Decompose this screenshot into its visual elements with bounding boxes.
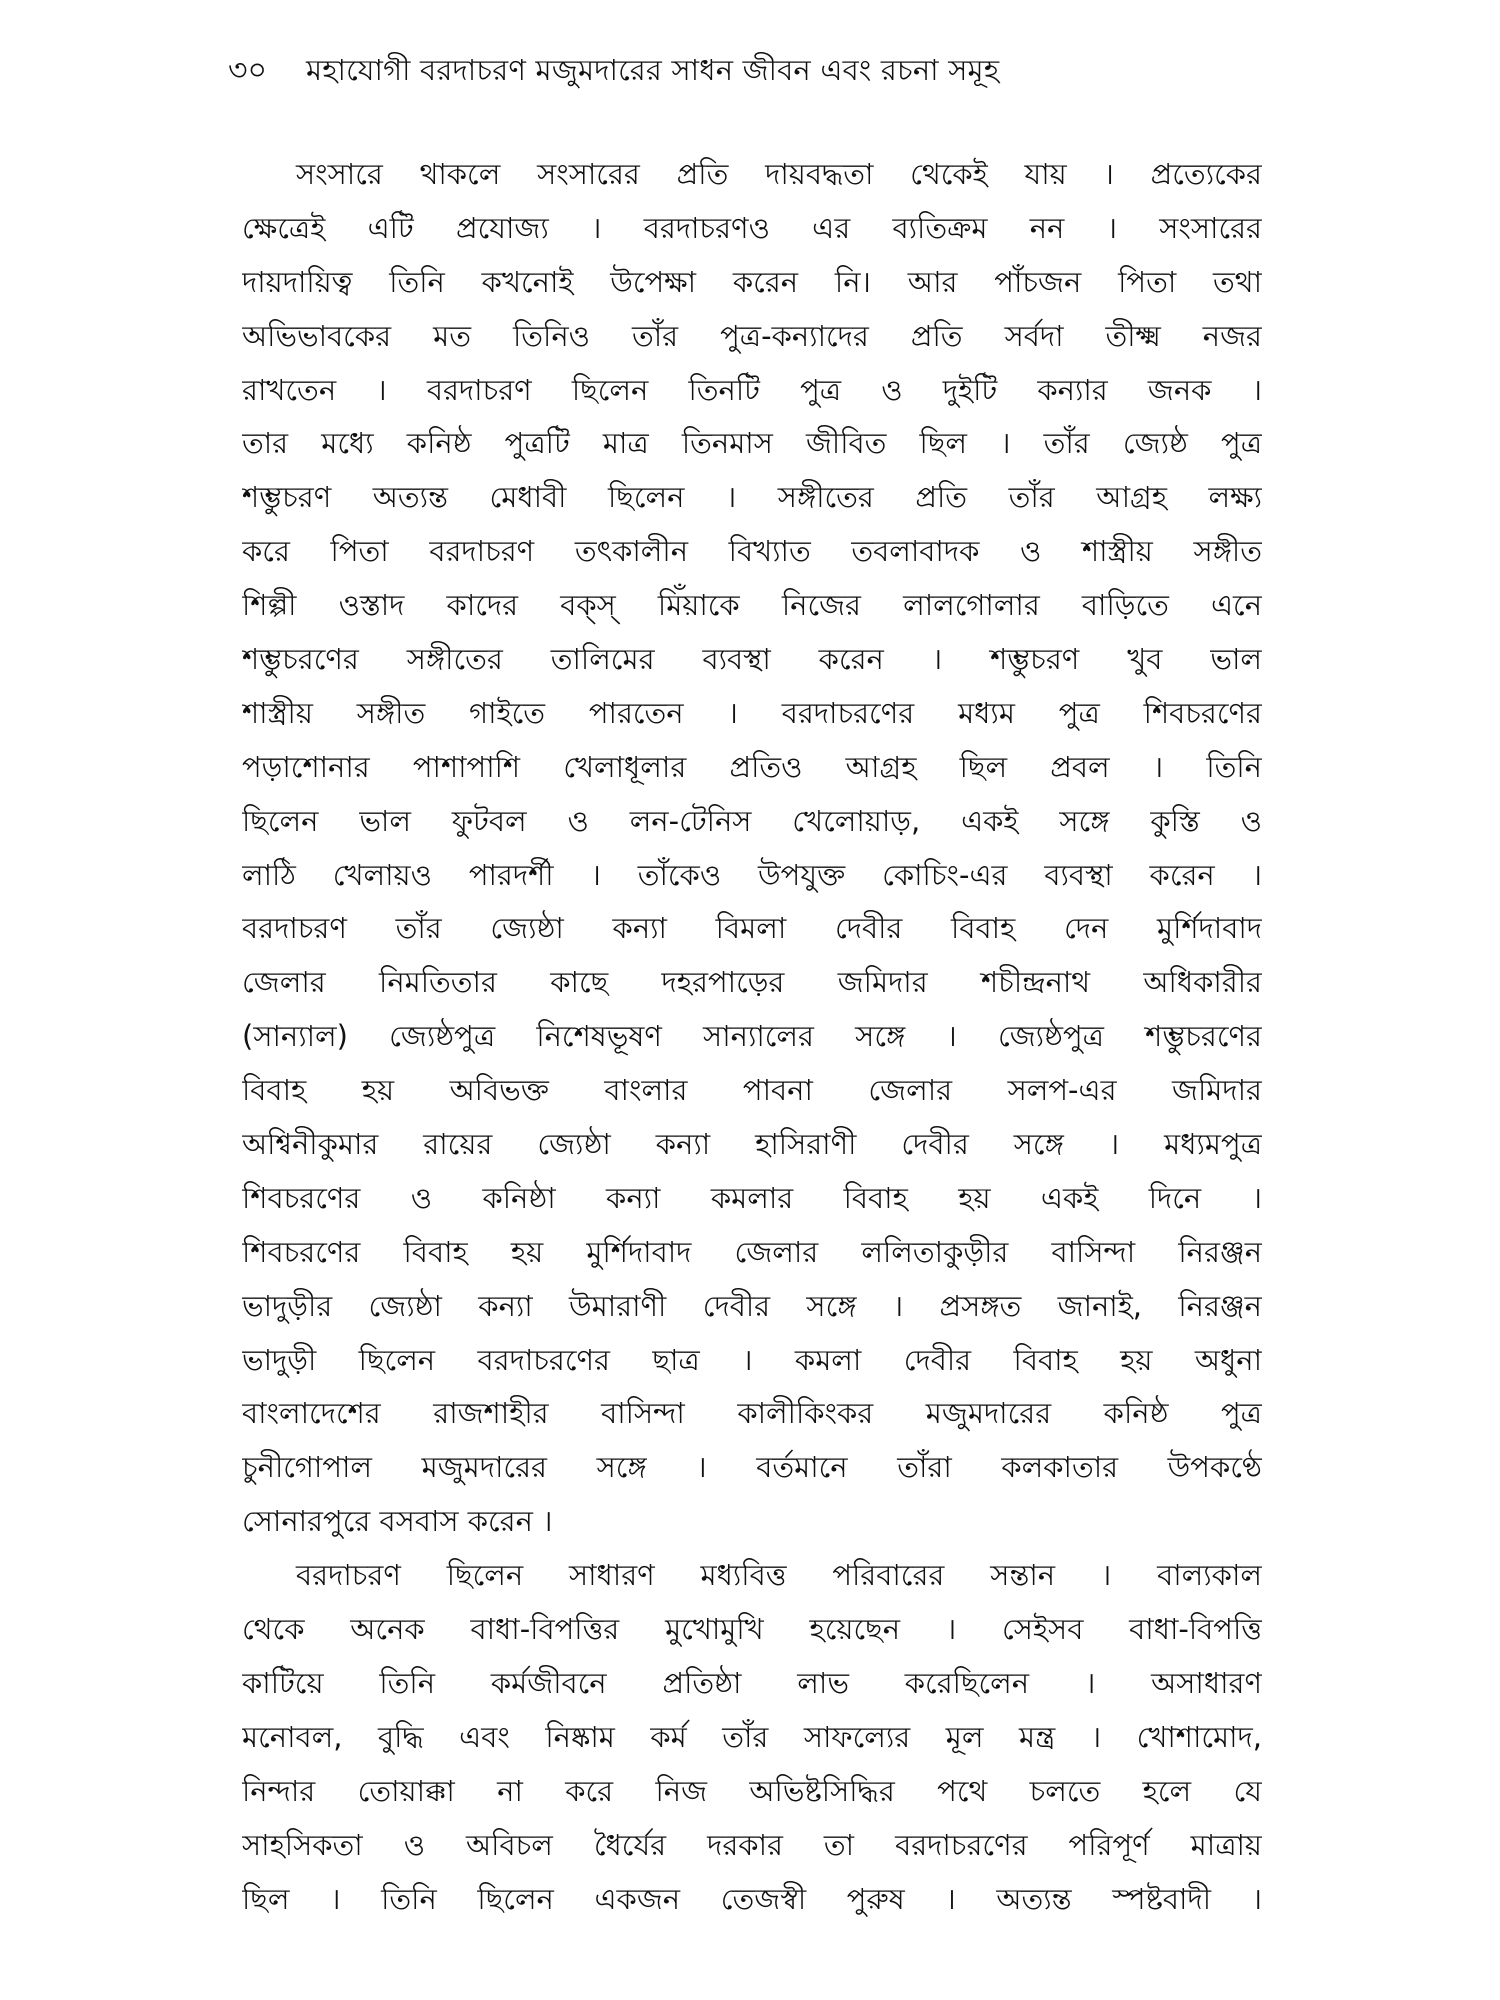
text-line: পড়াশোনার পাশাপাশি খেলাধূলার প্রতিও আগ্রহ ছিল প্রবল । তিনি	[242, 749, 1262, 784]
text-line: দায়দায়িত্ব তিনি কখনোই উপেক্ষা করেন নি। আর পাঁচজন পিতা তথা	[242, 264, 1262, 299]
text-line: নিন্দার তোয়াক্কা না করে নিজ অভিষ্টসিদ্ধির পথে চলতে হলে যে	[242, 1773, 1262, 1808]
text-line: কাটিয়ে তিনি কর্মজীবনে প্রতিষ্ঠা লাভ করেছিলেন । অসাধারণ	[242, 1665, 1262, 1700]
text-line: লাঠি খেলায়ও পারদর্শী । তাঁকেও উপযুক্ত কোচিং-এর ব্যবস্থা করেন ।	[242, 857, 1262, 892]
text-line: ছিলেন ভাল ফুটবল ও লন-টেনিস খেলোয়াড়, একই সঙ্গে কুস্তি ও	[242, 803, 1262, 838]
text-line: শিবচরণের ও কনিষ্ঠা কন্যা কমলার বিবাহ হয় একই দিনে ।	[242, 1180, 1262, 1215]
header-title: মহাযোগী বরদাচরণ মজুমদারের সাধন জীবন এবং রচনা সমূহ	[306, 53, 1000, 87]
text-line: ক্ষেত্রেই এটি প্রযোজ্য । বরদাচরণও এর ব্যতিক্রম নন । সংসারের	[242, 210, 1262, 245]
text-line: সংসারে থাকলে সংসারের প্রতি দায়বদ্ধতা থেকেই যায় । প্রত্যেকের	[296, 157, 1262, 191]
text-line: শম্ভুচরণের সঙ্গীতের তালিমের ব্যবস্থা করেন । শম্ভুচরণ খুব ভাল	[242, 642, 1262, 677]
paragraph-2	[242, 1549, 1262, 1926]
text-line: শম্ভুচরণ অত্যন্ত মেধাবী ছিলেন । সঙ্গীতের প্রতি তাঁর আগ্রহ লক্ষ্য	[242, 480, 1262, 515]
text-line: বাংলাদেশের রাজশাহীর বাসিন্দা কালীকিংকর মজুমদারের কনিষ্ঠ পুত্র	[242, 1396, 1262, 1431]
body-text	[242, 148, 1262, 1926]
text-line: করে পিতা বরদাচরণ তৎকালীন বিখ্যাত তবলাবাদক ও শাস্ত্রীয় সঙ্গীত	[242, 534, 1262, 569]
text-line: বরদাচরণ তাঁর জ্যেষ্ঠা কন্যা বিমলা দেবীর বিবাহ দেন মুর্শিদাবাদ	[242, 911, 1262, 946]
text-line: অশ্বিনীকুমার রায়ের জ্যেষ্ঠা কন্যা হাসিরাণী দেবীর সঙ্গে । মধ্যমপুত্র	[242, 1127, 1262, 1162]
text-line: শাস্ত্রীয় সঙ্গীত গাইতে পারতেন । বরদাচরণের মধ্যম পুত্র শিবচরণের	[242, 695, 1262, 730]
text-line: তার মধ্যে কনিষ্ঠ পুত্রটি মাত্র তিনমাস জীবিত ছিল । তাঁর জ্যেষ্ঠ পুত্র	[242, 426, 1262, 461]
text-line: শিবচরণের বিবাহ হয় মুর্শিদাবাদ জেলার ললিতাকুড়ীর বাসিন্দা নিরঞ্জন	[242, 1234, 1262, 1269]
text-line: অভিভাবকের মত তিনিও তাঁর পুত্র-কন্যাদের প্রতি সর্বদা তীক্ষ্ম নজর	[242, 318, 1262, 353]
text-line: জেলার নিমতিতার কাছে দহরপাড়ের জমিদার শচীন্দ্রনাথ অধিকারীর	[242, 965, 1262, 1000]
text-line: রাখতেন । বরদাচরণ ছিলেন তিনটি পুত্র ও দুইটি কন্যার জনক ।	[242, 372, 1262, 407]
text-line: (সান্যাল) জ্যেষ্ঠপুত্র নিশেষভূষণ সান্যালের সঙ্গে । জ্যেষ্ঠপুত্র শম্ভুচরণের	[242, 1019, 1262, 1054]
text-line: চুনীগোপাল মজুমদারের সঙ্গে । বর্তমানে তাঁরা কলকাতার উপকণ্ঠে	[242, 1450, 1262, 1485]
paragraph-1	[242, 148, 1262, 1549]
text-line: সাহসিকতা ও অবিচল ধৈর্যের দরকার তা বরদাচরণের পরিপূর্ণ মাত্রায়	[242, 1827, 1262, 1862]
text-line: বরদাচরণ ছিলেন সাধারণ মধ্যবিত্ত পরিবারের সন্তান । বাল্যকাল	[296, 1558, 1262, 1593]
text-line: ভাদুড়ীর জ্যেষ্ঠা কন্যা উমারাণী দেবীর সঙ্গে । প্রসঙ্গত জানাই, নিরঞ্জন	[242, 1288, 1262, 1323]
text-line: শিল্পী ওস্তাদ কাদের বক্স্ মিঁয়াকে নিজের লালগোলার বাড়িতে এনে	[242, 588, 1262, 623]
running-header	[228, 40, 1268, 100]
text-line: বিবাহ হয় অবিভক্ত বাংলার পাবনা জেলার সলপ-এর জমিদার	[242, 1073, 1262, 1108]
text-line: মনোবল, বুদ্ধি এবং নিষ্কাম কর্ম তাঁর সাফল্যের মূল মন্ত্র । খোশামোদ,	[242, 1719, 1262, 1754]
text-line: ছিল । তিনি ছিলেন একজন তেজস্বী পুরুষ । অত্যন্ত স্পষ্টবাদী ।	[242, 1881, 1262, 1916]
text-line: থেকে অনেক বাধা-বিপত্তির মুখোমুখি হয়েছেন । সেইসব বাধা-বিপত্তি	[242, 1612, 1262, 1647]
text-line: সোনারপুরে বসবাস করেন ।	[242, 1504, 553, 1539]
page-number: ৩০	[228, 53, 268, 88]
text-line: ভাদুড়ী ছিলেন বরদাচরণের ছাত্র । কমলা দেবীর বিবাহ হয় অধুনা	[242, 1342, 1262, 1377]
